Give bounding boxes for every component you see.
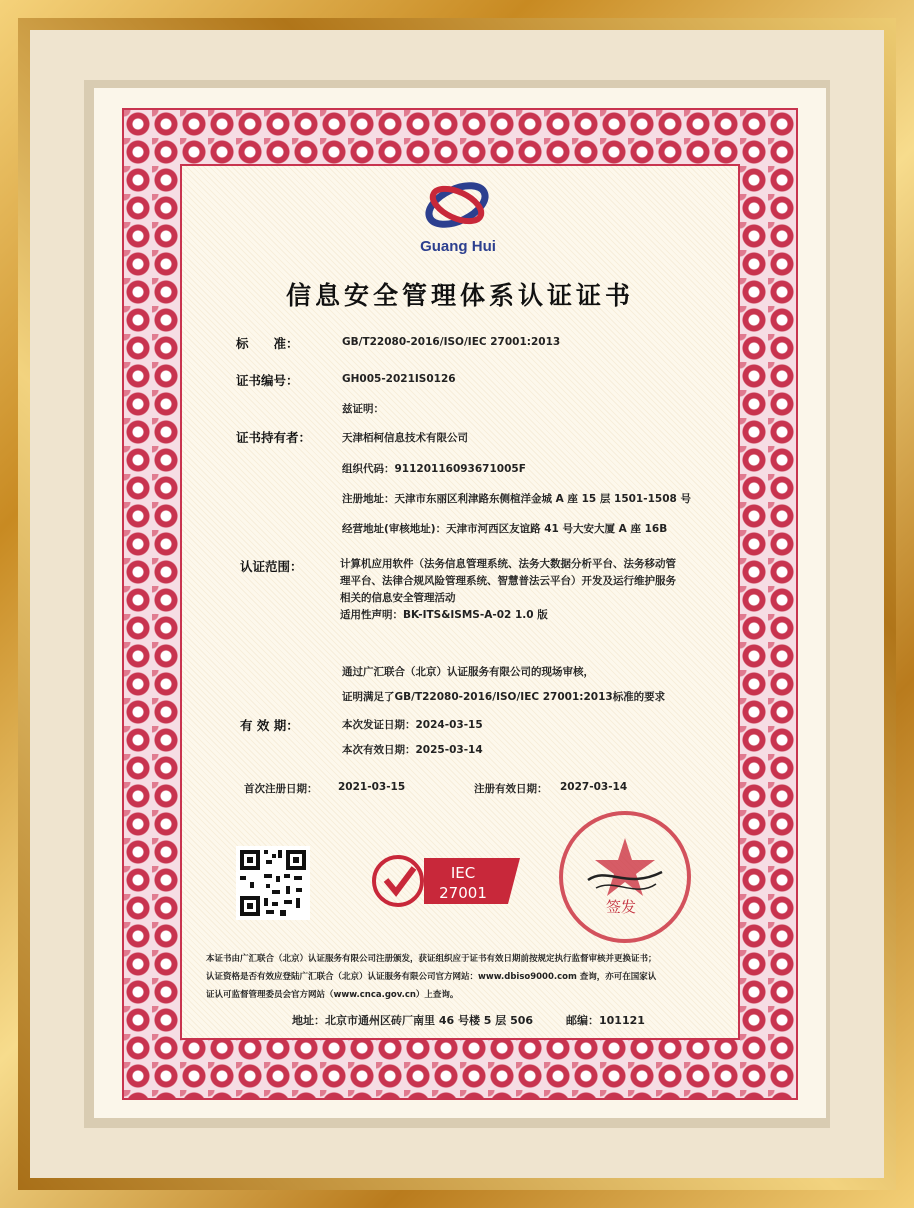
iec-line-2: 27001 [439, 884, 487, 902]
cert-no-value: GH005-2021IS0126 [342, 373, 456, 385]
scope-text [340, 556, 732, 624]
footer-postcode: 邮编：101121 [566, 1014, 645, 1027]
standard-value: GB/T22080-2016/ISO/IEC 27001:2013 [342, 336, 561, 348]
holder-label: 证书持有者： [236, 430, 312, 445]
scope-line: 理平台、法律合规风险管理系统、智慧普法云平台）开发及运行维护服务 [340, 575, 676, 587]
scope-line: 相关的信息安全管理活动 [340, 592, 456, 604]
first-reg-value: 2021-03-15 [338, 781, 406, 793]
notice-line: 证认可监督管理委员会官方网站（www.cnca.gov.cn）上查询。 [206, 990, 459, 1000]
validity-label: 有 效 期： [240, 718, 299, 733]
proof-label: 兹证明： [342, 403, 384, 415]
issued-label: 签发 [606, 898, 637, 916]
cert-no-label: 证书编号： [236, 373, 299, 388]
standard-label: 标 准： [236, 336, 299, 351]
scope-line: 计算机应用软件（法务信息管理系统、法务大数据分析平台、法务移动管 [340, 558, 676, 570]
notice-text [206, 950, 730, 1004]
scope-label: 认证范围： [240, 559, 303, 574]
issue-date: 本次发证日期：2024-03-15 [342, 719, 483, 731]
audit-line-1: 通过广汇联合（北京）认证服务有限公司的现场审核， [342, 666, 594, 678]
first-reg-label: 首次注册日期： [244, 783, 318, 795]
notice-line: 认证资格是否有效应登陆广汇联合（北京）认证服务有限公司官方网站：www.dbiso9000.com 查询，亦可在国家认 [206, 972, 657, 982]
guanghui-logo-icon [420, 178, 494, 232]
valid-date: 本次有效日期：2025-03-14 [342, 744, 483, 756]
reg-valid-label: 注册有效日期： [474, 783, 548, 795]
org-code: 组织代码：91120116093671005F [342, 463, 526, 475]
official-seal-stamp [556, 808, 694, 946]
op-address: 经营地址(审核地址)：天津市河西区友谊路 41 号大安大厦 A 座 16B [342, 523, 668, 535]
reg-valid-value: 2027-03-14 [560, 781, 628, 793]
footer-address: 地址：北京市通州区砖厂南里 46 号楼 5 层 506 [292, 1014, 534, 1027]
qr-code-icon [236, 846, 310, 920]
applicability-statement: 适用性声明：BK-ITS&ISMS-A-02 1.0 版 [340, 609, 548, 621]
holder-value: 天津栢柯信息技术有限公司 [342, 432, 468, 444]
audit-line-2: 证明满足了GB/T22080-2016/ISO/IEC 27001:2013标准的要求 [342, 691, 666, 703]
iec-27001-badge [368, 850, 528, 912]
notice-line: 本证书由广汇联合（北京）认证服务有限公司注册颁发，获证组织应于证书有效日期前按规定执行监督审核并更换证书； [206, 954, 657, 964]
certificate-title: 信息安全管理体系认证证书 [285, 281, 634, 310]
logo-text: Guang Hui [420, 238, 496, 255]
reg-address: 注册地址：天津市东丽区利津路东侧楦洋金城 A 座 15 层 1501-1508 号 [342, 493, 691, 505]
iec-line-1: IEC [450, 864, 476, 882]
